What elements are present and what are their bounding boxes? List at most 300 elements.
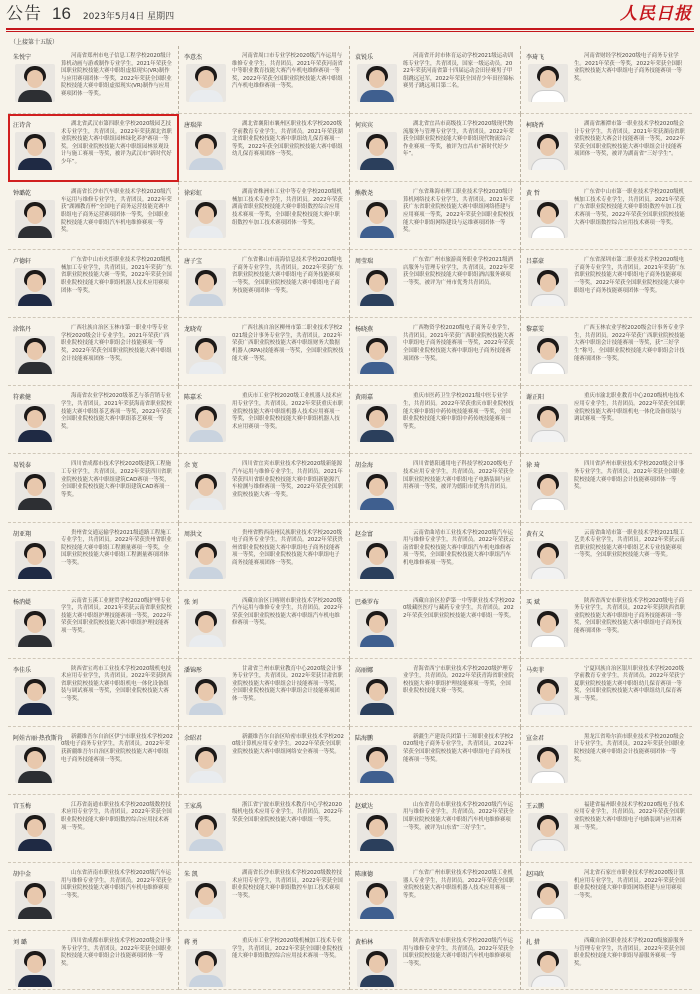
photo-clothing	[189, 158, 223, 170]
person-description: 宁夏回族自治区银川职业技术学校2020级学前教育专业学生，共青团员。2022年荣获宁夏职业院校技能大赛中职组幼儿保育赛项一等奖，全国职业院校技能大赛中职组幼儿保育赛项一等奖。	[574, 665, 685, 703]
person-name: 巴桑罗布	[355, 598, 380, 606]
person-card	[8, 46, 179, 114]
person-photo	[15, 541, 55, 579]
person-photo	[528, 336, 568, 374]
person-photo-column	[526, 256, 570, 315]
person-name: 李琦飞	[526, 54, 545, 61]
person-description: 四川省成都市技术学校2020级建筑工程施工专业学生，共青团员。2022年荣获四川省职业院校技能大赛中职组建筑CAD赛项一等奖，全国职业院校技能大赛中职组建筑CAD赛项一等奖。	[61, 461, 172, 498]
photo-clothing	[189, 907, 223, 919]
person-photo-column	[526, 188, 570, 247]
person-card	[179, 591, 350, 659]
person-photo	[357, 64, 397, 102]
photo-face	[27, 138, 43, 156]
person-photo-column	[184, 733, 228, 792]
photo-face	[540, 274, 556, 292]
person-name: 扎 措	[526, 938, 540, 946]
person-description: 四川省泸州市职业技术学校2020级会计事务专业学生，共青团员。2022年荣获全国职业院校技能大赛中职组会计技能赛项团体一等奖。	[574, 461, 685, 491]
person-photo	[357, 200, 397, 238]
person-name: 袁锐乐	[355, 54, 374, 61]
photo-face	[369, 819, 385, 837]
person-photo-column	[355, 120, 399, 179]
person-name: 唐子宝	[184, 258, 203, 266]
photo-clothing	[18, 362, 52, 374]
photo-clothing	[18, 975, 52, 987]
photo-clothing	[189, 362, 223, 374]
person-photo	[186, 541, 226, 579]
person-description: 重庆市工业学校2020级工业机器人技术应用专业学生，共青团员。2022年荣获重庆市职业院校技能大赛中职组机器人技术应用赛项一等奖，全国职业院校技能大赛中职组机器人技术应用赛项一等奖。	[232, 393, 343, 430]
person-photo	[186, 268, 226, 306]
person-description: 四川省成都市职业技术学校2020级会计事务专业学生，共青团员。2022年荣获全国职业院校技能大赛中职组会计技能赛项团体一等奖。	[61, 937, 172, 967]
photo-face	[27, 274, 43, 292]
person-card	[350, 318, 521, 386]
person-photo-column	[184, 665, 228, 724]
photo-clothing	[531, 839, 565, 851]
person-card	[8, 863, 179, 931]
photo-clothing	[531, 703, 565, 715]
person-photo-column	[184, 324, 228, 383]
photo-clothing	[531, 226, 565, 238]
person-photo	[357, 609, 397, 647]
person-photo-column	[355, 869, 399, 928]
photo-clothing	[531, 975, 565, 987]
person-card	[8, 386, 179, 454]
person-card	[521, 727, 692, 795]
person-card	[521, 114, 692, 182]
person-description: 西藏自治区职业技术学校2020级旅游服务与管理专业学生，共青团员。2022年荣获全国职业院校技能大赛中职组导游服务赛项一等奖。	[574, 937, 685, 967]
person-photo-column	[13, 120, 57, 179]
person-photo-column	[355, 52, 399, 111]
continued-note: （上接第十五版）	[10, 39, 59, 46]
person-photo	[528, 881, 568, 919]
person-description: 湖北省宜昌市高级技工学校2020级现代物流服务与管理专业学生，共青团员。2022年荣获全国职业院校技能大赛中职组现代物流综合作业赛项一等奖，被评为宜昌市“新时代好少年”。	[403, 121, 514, 158]
person-description: 河南省郑州市电子信息工程学校2020级计算机动画与游戏制作专业学生，2021年荣获全国职业院校技能大赛中职组虚拟现实(VR)制作与应用赛项团体一等奖，2022年荣获全国职业院校技能大赛中职组虚拟现实(VR)制作与应用赛项团体一等奖。	[61, 53, 172, 97]
person-card	[350, 591, 521, 659]
photo-face	[540, 819, 556, 837]
photo-clothing	[189, 975, 223, 987]
person-photo-column	[13, 801, 57, 860]
person-photo-column	[355, 597, 399, 656]
person-photo-column	[13, 460, 57, 519]
person-name: 高丽娜	[355, 666, 374, 674]
person-photo-column	[355, 392, 399, 451]
person-card	[8, 659, 179, 727]
person-photo	[15, 472, 55, 510]
person-description: 江苏省南通市职业技术学校2020级数控技术应用专业学生，共青团员。2022年荣获全国职业院校技能大赛中职组数控综合应用技术赛项一等奖。	[61, 801, 172, 831]
person-photo-column	[13, 869, 57, 928]
person-card	[350, 114, 521, 182]
photo-clothing	[18, 703, 52, 715]
person-card	[8, 523, 179, 591]
person-photo	[186, 745, 226, 783]
person-photo	[186, 472, 226, 510]
person-name: 钟璐乾	[13, 190, 32, 198]
person-photo-column	[184, 597, 228, 656]
person-name: 赵国政	[526, 870, 545, 878]
person-card	[350, 795, 521, 863]
person-description: 广东省广州市职业技术学校2020级工业机器人专业学生，共青团员。2022年荣获全国职业院校技能大赛中职组机器人技术应用赛项一等奖。	[403, 869, 514, 899]
photo-clothing	[360, 975, 394, 987]
masthead	[0, 0, 700, 27]
person-photo	[186, 132, 226, 170]
person-description: 青海省西宁市职业技术学校2020级护理专业学生，共青团员。2022年荣获青海省职业院校技能大赛中职组护理技能赛项一等奖，全国职业院校技能大赛一等奖。	[403, 665, 514, 695]
person-photo	[15, 64, 55, 102]
photo-clothing	[189, 635, 223, 647]
person-card	[179, 523, 350, 591]
person-photo-column	[526, 665, 570, 724]
section-title: 公告	[6, 4, 42, 24]
person-card	[521, 454, 692, 522]
person-photo-column	[184, 256, 228, 315]
person-photo-column	[355, 188, 399, 247]
person-name: 易锐泰	[13, 462, 32, 470]
person-card	[350, 863, 521, 931]
person-photo	[528, 813, 568, 851]
person-card	[179, 386, 350, 454]
person-name: 唐瑞萍	[184, 122, 203, 130]
photo-clothing	[189, 90, 223, 102]
person-photo	[186, 949, 226, 987]
person-photo-column	[526, 529, 570, 588]
photo-clothing	[189, 430, 223, 442]
person-description: 西藏自治区拉萨第一中等职业技术学校2020级藏医医疗与藏药专业学生，共青团员。2022年荣获全国职业院校技能大赛中职组一等奖。	[403, 597, 515, 619]
person-description: 湖北省襄阳市襄州区职业技术学校2020级学前教育专业学生，共青团员。2021年荣获湖北省职业院校技能大赛中职组幼儿保育赛项一等奖，2022年获全国职业院校技能大赛中职组幼儿保育赛项团体一等奖。	[232, 121, 343, 158]
person-name: 胡中金	[13, 870, 32, 878]
person-card	[8, 250, 179, 318]
people-grid	[8, 46, 692, 990]
person-photo-column	[13, 937, 57, 987]
person-description: 湖南省长沙市汽车职业技术学校2020级汽车运用与维修专业学生，共青团员。2022年荣获“湖湘教育杯”全国电子商务运营技能竞赛中职组电子商务运营赛项团体一等奖，全国职业院校技能大赛中职组汽车机电维修赛项一等奖。	[61, 189, 172, 234]
photo-clothing	[18, 430, 52, 442]
person-photo-column	[526, 324, 570, 383]
person-card	[179, 46, 350, 114]
person-photo	[186, 404, 226, 442]
person-description: 新疆维吾尔自治区哈密市职业技术学校2020级计算机应用专业学生。2022年荣获全国职业院校技能大赛中职组网络安全赛项一等奖。	[232, 733, 344, 755]
person-description: 广东省中山市火炬职业技术学校2020级机械加工专业学生，共青团员。2021年荣获广东省职业院校技能大赛一等奖，2022年荣获全国职业院校技能大赛中职组机器人技术应用赛项团体一等奖。	[61, 257, 172, 294]
person-description: 山东省青岛市职业技术学校2020级汽车运用与维修专业学生，共青团员。2022年荣获全国职业院校技能大赛中职组汽车机电维修赛项一等奖，被评为山东省“三好学生”。	[403, 801, 514, 831]
person-description: 广东省珠海市理工职业技术学校2020级计算机网络技术专业学生，共青团员。2021年荣获广东省职业院校技能大赛中职组网络搭建与应用赛项一等奖，2022年荣获全国职业院校技能大赛中职组网络建设与运维赛项团体一等奖。	[403, 189, 514, 234]
person-description: 陕西省西安市职业技术学校2020级电子商务专业学生，共青团员。2022年荣获陕西省职业院校技能大赛中职组电子商务技能赛项一等奖，全国职业院校技能大赛中职组电子商务技能赛项团体一等奖。	[574, 597, 685, 634]
person-photo-column	[526, 937, 570, 987]
photo-clothing	[18, 90, 52, 102]
person-name: 吕嘉豪	[526, 258, 545, 266]
photo-clothing	[360, 226, 394, 238]
person-description: 福建省福州职业技术学校2020级电子技术应用专业学生，共青团员。2022年荣获全国职业院校技能大赛中职组电子电路装调与应用赛项一等奖。	[574, 801, 685, 831]
photo-face	[198, 819, 214, 837]
person-card	[350, 523, 521, 591]
person-description: 云南省玉溪工业财贸学校2020级护理专业学生，共青团员。2021年荣获云南省职业院校技能大赛中职组护理技能赛项一等奖，2022年荣获全国职业院校技能大赛中职组护理技能赛项一等奖。	[61, 597, 172, 634]
photo-face	[540, 342, 556, 360]
photo-face	[540, 751, 556, 769]
person-card	[8, 318, 179, 386]
person-photo	[357, 268, 397, 306]
photo-clothing	[360, 498, 394, 510]
photo-clothing	[531, 90, 565, 102]
photo-clothing	[531, 294, 565, 306]
person-card	[521, 659, 692, 727]
person-name: 龙晓莺	[184, 326, 203, 334]
person-photo	[528, 132, 568, 170]
person-photo-column	[184, 801, 228, 860]
person-card	[521, 931, 692, 990]
photo-clothing	[360, 294, 394, 306]
person-photo-column	[13, 597, 57, 656]
photo-face	[27, 683, 43, 701]
person-name: 李意杰	[184, 54, 203, 61]
person-name: 马奕菲	[526, 666, 545, 674]
person-description: 湖南省株洲市工业中等专业学校2020级机械加工技术专业学生，共青团员。2022年荣获湖南省职业院校技能大赛中职组数控综合应用技术赛项一等奖，全国职业院校技能大赛中职组数控车加工技术赛项团体一等奖。	[232, 189, 343, 226]
person-name: 周洪文	[184, 530, 203, 538]
person-card	[350, 727, 521, 795]
person-description: 甘肃省兰州市职业教育中心2020级会计事务专业学生，共青团员。2022年荣获甘肃省职业院校技能大赛中职组会计技能赛项一等奖，全国职业院校技能大赛中职组会计技能赛项团体一等奖。	[232, 665, 343, 703]
photo-face	[27, 342, 43, 360]
photo-clothing	[360, 907, 394, 919]
person-card	[521, 386, 692, 454]
person-card	[521, 523, 692, 591]
photo-clothing	[18, 635, 52, 647]
person-description: 四川省宜宾市职业技术学校2020级新能源汽车运用与维修专业学生，共青团员。2021年荣获四川省职业院校技能大赛中职组新能源汽车检测与维修赛项一等奖，2022年荣获全国职业院校技能大赛一等奖。	[232, 461, 343, 498]
person-name: 余 宽	[184, 462, 198, 470]
person-card	[8, 182, 179, 250]
photo-clothing	[531, 362, 565, 374]
photo-face	[369, 410, 385, 428]
photo-clothing	[18, 839, 52, 851]
photo-face	[198, 206, 214, 224]
photo-clothing	[531, 430, 565, 442]
person-description: 广东省广州市旅游商务职业学校2021级酒店服务与管理专业学生，共青团员。2022年荣获全国职业院校技能大赛中职组酒店服务赛项一等奖，被评为广州市优秀共青团员。	[403, 257, 514, 286]
person-card	[179, 727, 350, 795]
person-description: 山东省济南市职业技术学校2020级汽车运用与维修专业学生，共青团员。2022年荣获全国职业院校技能大赛中职组汽车机电维修赛项一等奖。	[61, 869, 172, 899]
person-photo	[528, 541, 568, 579]
photo-face	[27, 615, 43, 633]
photo-clothing	[189, 839, 223, 851]
person-name: 宣金君	[526, 734, 545, 742]
photo-face	[540, 683, 556, 701]
person-description: 广东省中山市第一职业技术学校2020级机械加工技术专业学生，共青团员。2021年荣获广东省职业院校技能大赛中职组数控车加工技术赛项一等奖，2022年荣获全国职业院校技能大赛中职组数控综合应用技术赛项一等奖。	[574, 189, 685, 226]
person-photo	[15, 881, 55, 919]
photo-face	[540, 887, 556, 905]
photo-clothing	[360, 90, 394, 102]
person-description: 贵州省黔西南州民族职业技术学校2020级电子商务专业学生，共青团员。2022年荣获贵州省职业院校技能大赛中职组电子商务技能赛项一等奖，全国职业院校技能大赛中职组电子商务技能赛项团体一等奖。	[232, 529, 343, 566]
photo-face	[540, 615, 556, 633]
photo-face	[27, 410, 43, 428]
person-name: 阿娃古丽·热孜斯肯	[13, 734, 63, 742]
person-photo	[357, 404, 397, 442]
person-card	[521, 795, 692, 863]
person-name: 朱 凯	[184, 870, 198, 878]
person-card	[179, 114, 350, 182]
person-description: 河北省石家庄市职业技术学校2020级计算机应用专业学生，共青团员。2022年荣获全国职业院校技能大赛中职组网络搭建与应用赛项一等奖。	[574, 869, 685, 899]
photo-clothing	[360, 362, 394, 374]
person-description: 西藏自治区日喀则市职业技术学校2020级汽车运用与维修专业学生，共青团员。2022年荣获全国职业院校技能大赛中职组汽车机电维修赛项一等奖。	[232, 597, 343, 627]
photo-face	[27, 478, 43, 496]
photo-clothing	[531, 771, 565, 783]
photo-clothing	[360, 635, 394, 647]
person-photo-column	[13, 665, 57, 724]
person-name: 谢正阳	[526, 394, 545, 402]
person-name: 杨晓燕	[355, 326, 374, 334]
person-description: 云南省曲靖市第一职业技术学校2021级工艺美术专业学生，共青团员。2022年荣获云南省职业院校技能大赛中职组艺术专业技能赛项一等奖，全国职业院校技能大赛一等奖。	[574, 529, 685, 559]
photo-face	[198, 547, 214, 565]
person-card	[521, 318, 692, 386]
person-name: 胡亚翔	[13, 530, 32, 538]
person-description: 重庆市工业学校2020级机械加工技术专业学生，共青团员。2022年荣获全国职业院校技能大赛中职组数控综合应用技术赛项一等奖。	[232, 937, 343, 960]
person-description: 云南省曲靖市工业技术学校2020级汽车运用与维修专业学生，共青团员。2022年荣获云南省职业院校技能大赛中职组汽车机电维修赛项一等奖，全国职业院校技能大赛中职组汽车机电维修赛项一等奖。	[403, 529, 514, 566]
person-card	[350, 931, 521, 990]
person-photo-column	[184, 392, 228, 451]
photo-face	[369, 274, 385, 292]
photo-face	[198, 70, 214, 88]
person-name: 朱悦宁	[13, 54, 32, 61]
person-name: 赵金富	[355, 530, 374, 538]
photo-clothing	[18, 158, 52, 170]
photo-face	[198, 274, 214, 292]
person-name: 胡金海	[355, 462, 374, 470]
photo-face	[369, 683, 385, 701]
photo-clothing	[18, 907, 52, 919]
person-name: 潘锦彤	[184, 666, 203, 674]
person-photo-column	[355, 733, 399, 792]
person-card	[350, 454, 521, 522]
person-name: 符素健	[13, 394, 32, 402]
person-photo-column	[526, 460, 570, 519]
person-photo	[15, 268, 55, 306]
person-name: 余昭君	[184, 734, 203, 742]
person-description: 广西玉林农业学校2020级会计事务专业学生，共青团员。2022年荣获广西职业院校技能大赛中职组会计技能赛项一等奖，获“三好学生”称号，全国职业院校技能大赛中职组会计技能赛项团体一等奖。	[574, 325, 685, 362]
photo-clothing	[18, 771, 52, 783]
person-name: 黎嘉雯	[526, 326, 545, 334]
person-photo-column	[355, 665, 399, 724]
person-photo-column	[13, 392, 57, 451]
photo-clothing	[18, 498, 52, 510]
person-photo	[186, 64, 226, 102]
person-name: 陆海鹏	[355, 734, 374, 742]
photo-clothing	[189, 294, 223, 306]
person-photo-column	[355, 937, 399, 987]
photo-face	[369, 478, 385, 496]
photo-face	[198, 751, 214, 769]
person-photo	[357, 949, 397, 987]
person-card	[179, 863, 350, 931]
person-name: 卢德轩	[13, 258, 32, 266]
person-card	[521, 250, 692, 318]
person-card	[179, 931, 350, 990]
person-photo	[186, 200, 226, 238]
photo-face	[369, 751, 385, 769]
person-photo-column	[13, 52, 57, 111]
person-description: 新疆生产建设兵团第十三师职业技术学校2020级电子商务专业学生，共青团员。2022年荣获全国职业院校技能大赛中职组电子商务技能赛项一等奖。	[403, 733, 514, 763]
photo-face	[540, 206, 556, 224]
person-card	[8, 931, 179, 990]
person-photo-column	[355, 460, 399, 519]
person-card	[521, 591, 692, 659]
person-card	[8, 114, 179, 182]
photo-clothing	[18, 294, 52, 306]
photo-face	[198, 955, 214, 973]
person-photo-column	[526, 733, 570, 792]
person-photo	[15, 132, 55, 170]
photo-face	[27, 751, 43, 769]
photo-clothing	[189, 567, 223, 579]
person-name: 徐彩虹	[184, 190, 203, 198]
person-name: 周莹瑞	[355, 258, 374, 266]
photo-face	[540, 478, 556, 496]
person-card	[8, 454, 179, 522]
person-name: 汪诗含	[13, 122, 32, 130]
photo-clothing	[18, 226, 52, 238]
person-description: 贵州省交通运输学校2021级道路工程施工专业学生，共青团员。2022年荣获贵州省职业院校技能大赛中职组工程测量赛项一等奖，全国职业院校技能大赛中职组工程测量赛项团体一等奖。	[61, 529, 172, 566]
photo-face	[198, 683, 214, 701]
person-description: 广西物资学校2020级电子商务专业学生，共青团员。2021年荣获广西职业院校技能大赛中职组电子商务技能赛项一等奖，2022年荣获全国职业院校技能大赛中职组电子商务技能赛项团体一等奖。	[403, 325, 514, 362]
person-photo	[357, 745, 397, 783]
person-description: 湖南省长沙市职业技术学校2020级数控技术应用专业学生，共青团员。2022年荣获全国职业院校技能大赛中职组数控车加工技术赛项一等奖。	[232, 869, 343, 899]
person-photo-column	[184, 869, 228, 928]
photo-face	[27, 206, 43, 224]
person-card	[179, 454, 350, 522]
person-photo	[186, 881, 226, 919]
photo-clothing	[360, 839, 394, 851]
photo-face	[198, 342, 214, 360]
person-photo-column	[184, 460, 228, 519]
person-card	[179, 659, 350, 727]
person-card	[179, 318, 350, 386]
person-name: 黄 哲	[526, 190, 540, 198]
issue-date: 2023年5月4日 星期四	[82, 12, 175, 22]
person-photo	[186, 609, 226, 647]
person-photo-column	[184, 937, 228, 987]
person-name: 张 刘	[184, 598, 198, 606]
person-name: 陈嘉禾	[184, 394, 203, 402]
photo-clothing	[189, 771, 223, 783]
person-description: 广东省佛山市南海信息技术学校2020级电子商务专业学生，共青团员。2022年荣获广东省职业院校技能大赛中职组电子商务技能赛项一等奖，全国职业院校技能大赛中职组电子商务技能赛项团体一等奖。	[232, 257, 343, 294]
photo-clothing	[360, 567, 394, 579]
person-card	[350, 250, 521, 318]
photo-face	[369, 206, 385, 224]
person-card	[8, 727, 179, 795]
person-photo-column	[13, 256, 57, 315]
person-photo	[528, 949, 568, 987]
photo-face	[540, 138, 556, 156]
person-photo	[357, 336, 397, 374]
person-description: 陕西省宝鸡市工业技术学校2020级机电技术应用专业学生，共青团员。2022年荣获陕西省职业院校技能大赛中职组机电一体化设备组装与调试赛项一等奖，全国职业院校技能大赛一等奖。	[61, 665, 172, 703]
person-card	[521, 863, 692, 931]
person-description: 黑龙江省哈尔滨市职业技术学校2020级会计专业学生，共青团员。2022年荣获全国职业院校技能大赛中职组会计技能赛项团体一等奖。	[574, 733, 685, 763]
person-card	[179, 795, 350, 863]
photo-face	[198, 615, 214, 633]
person-photo	[15, 677, 55, 715]
person-photo-column	[355, 256, 399, 315]
photo-face	[369, 70, 385, 88]
person-photo	[357, 813, 397, 851]
person-name: 买 斌	[526, 598, 540, 606]
person-name: 熊敬尧	[355, 190, 374, 198]
person-description: 海南省农业学校2020级茶艺与茶营销专业学生，共青团员。2021年荣获海南省职业院校技能大赛中职组茶艺赛项一等奖，2022年荣获全国职业院校技能大赛中职组茶艺赛项一等奖。	[61, 393, 172, 430]
person-description: 重庆市渝北职业教育中心2020级机电技术应用专业学生，共青团员。2022年荣获全国职业院校技能大赛中职组机电一体化设备组装与调试赛项一等奖。	[574, 393, 685, 423]
person-photo	[528, 745, 568, 783]
person-photo-column	[184, 120, 228, 179]
header-rule	[6, 28, 694, 30]
person-photo	[528, 404, 568, 442]
photo-face	[369, 887, 385, 905]
person-description: 广西壮族自治区柳州市第二职业技术学校2021级会计事务专业学生，共青团员。2022年荣获广西职业院校技能大赛中职组财务大数据机器人(RPA)技能赛项一等奖，全国职业院校技能大赛一等奖。	[232, 325, 344, 362]
person-name: 何宾宾	[355, 122, 374, 130]
photo-face	[27, 70, 43, 88]
person-photo	[528, 268, 568, 306]
photo-face	[540, 955, 556, 973]
person-description: 河南省开封市体育运动学校2021级运动训练专业学生，共青团员，国家一级运动员。2022年荣获河南省第十四届运动会田径赛男子甲组跳远冠军，2022年荣获全国青少年田径锦标赛男子跳远项目第二名。	[403, 53, 514, 90]
person-card	[521, 46, 692, 114]
person-photo	[357, 677, 397, 715]
person-photo	[15, 745, 55, 783]
